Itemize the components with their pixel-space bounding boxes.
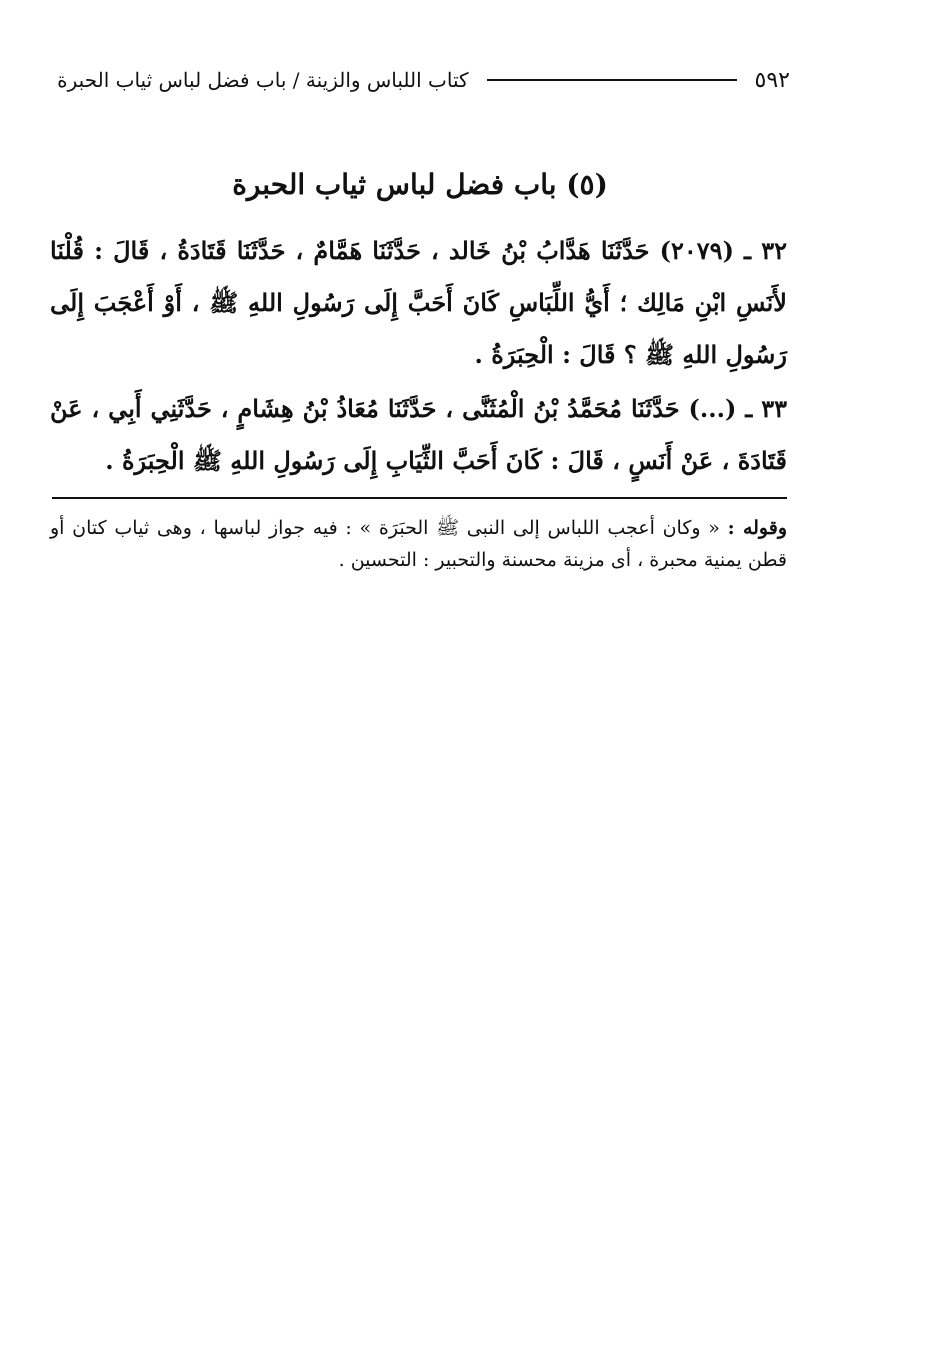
page-header — [50, 60, 790, 100]
page-number: ٥٩٢ — [754, 67, 790, 93]
footnote — [50, 512, 787, 576]
footnote-rule — [52, 497, 787, 499]
chapter-title: (٥) باب فضل لباس ثياب الحبرة — [232, 168, 608, 201]
hadith-32: ٣٢ ـ (٢٠٧٩) حَدَّثَنَا هَدَّابُ بْنُ خَالد ، حَدَّثَنَا هَمَّامٌ ، حَدَّثَنَا قَتَادَةُ ، قَالَ : قُلْنَا لأَنَسِ ابْنِ مَالِك ؛ أَيُّ اللِّبَاسِ كَانَ أَحَبَّ إِلَى رَسُولِ اللهِ ﷺ ، أَوْ أَعْجَبَ إِلَى رَسُولِ اللهِ ﷺ ؟ قَالَ : الْحِبَرَةُ . — [50, 236, 787, 369]
footnote-text: « وكان أعجب اللباس إلى النبى ﷺ الحبَرَة » : فيه جواز لباسها ، وهى ثياب كتان أو قطن يمنية محبرة ، أى مزينة محسنة والتحبير : التحسين . — [50, 517, 787, 571]
running-title: كتاب اللباس والزينة / باب فضل لباس ثياب الحبرة — [57, 68, 469, 92]
hadith-33: ٣٣ ـ (...) حَدَّثَنَا مُحَمَّدُ بْنُ الْمُثَنَّى ، حَدَّثَنَا مُعَاذُ بْنُ هِشَامٍ ، حَدَّثَنِي أَبِي ، عَنْ قَتَادَةَ ، عَنْ أَنَسٍ ، قَالَ : كَانَ أَحَبَّ الثِّيَابِ إِلَى رَسُولِ اللهِ ﷺ الْحِبَرَةُ . — [50, 394, 787, 475]
footnote-lead: وقوله : — [727, 517, 788, 539]
header-rule — [487, 79, 737, 81]
